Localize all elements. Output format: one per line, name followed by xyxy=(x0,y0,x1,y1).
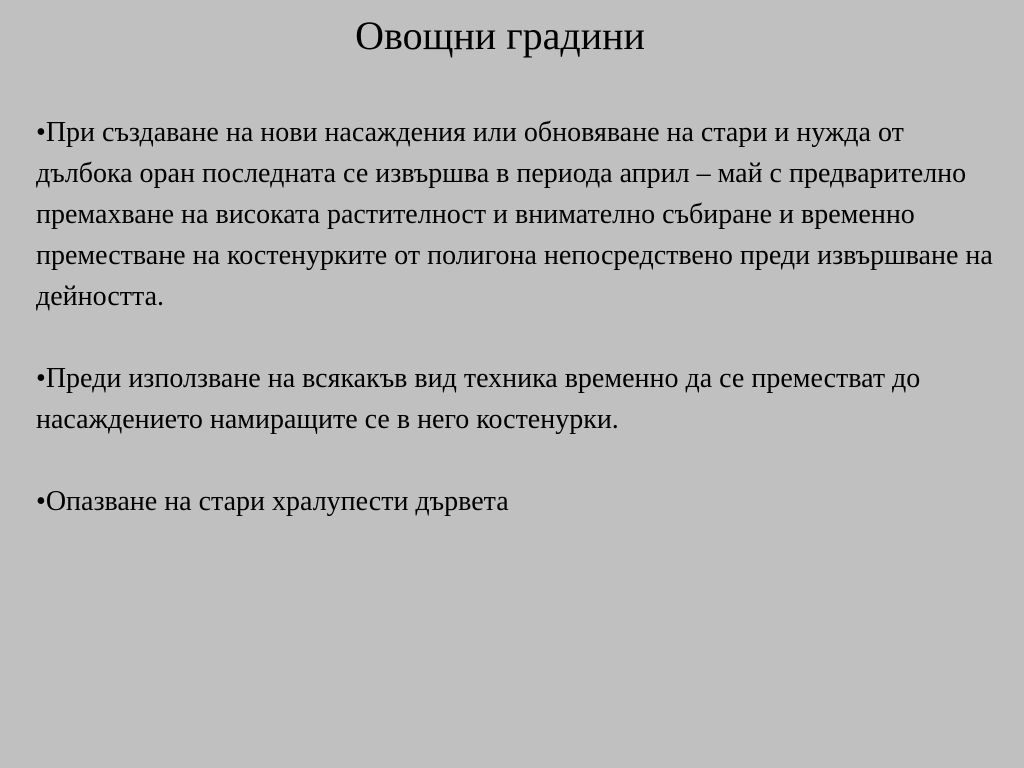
slide-title: Овощни градини xyxy=(355,13,645,58)
bullet-marker: • xyxy=(36,363,46,394)
bullet-text: Опазване на стари хралупести дървета xyxy=(45,486,509,517)
bullet-item xyxy=(36,358,996,440)
bullet-text: При създаване на нови насаждения или обновяване на стари и нужда от дълбока оран последната се извършва в периода април – май с предварително премахване на високата растителност и внимателно събиране и временно преместване на костенурките от полигона непосредствено преди извършване на дейността. xyxy=(36,117,993,312)
bullet-item xyxy=(36,112,996,317)
bullet-marker: • xyxy=(36,486,46,517)
bullet-text: Преди използване на всякакъв вид техника временно да се преместват до насаждението намиращите се в него костенурки. xyxy=(36,363,921,435)
bullet-item xyxy=(36,481,996,522)
bullet-marker: • xyxy=(36,117,46,148)
bullet-list xyxy=(36,112,996,563)
